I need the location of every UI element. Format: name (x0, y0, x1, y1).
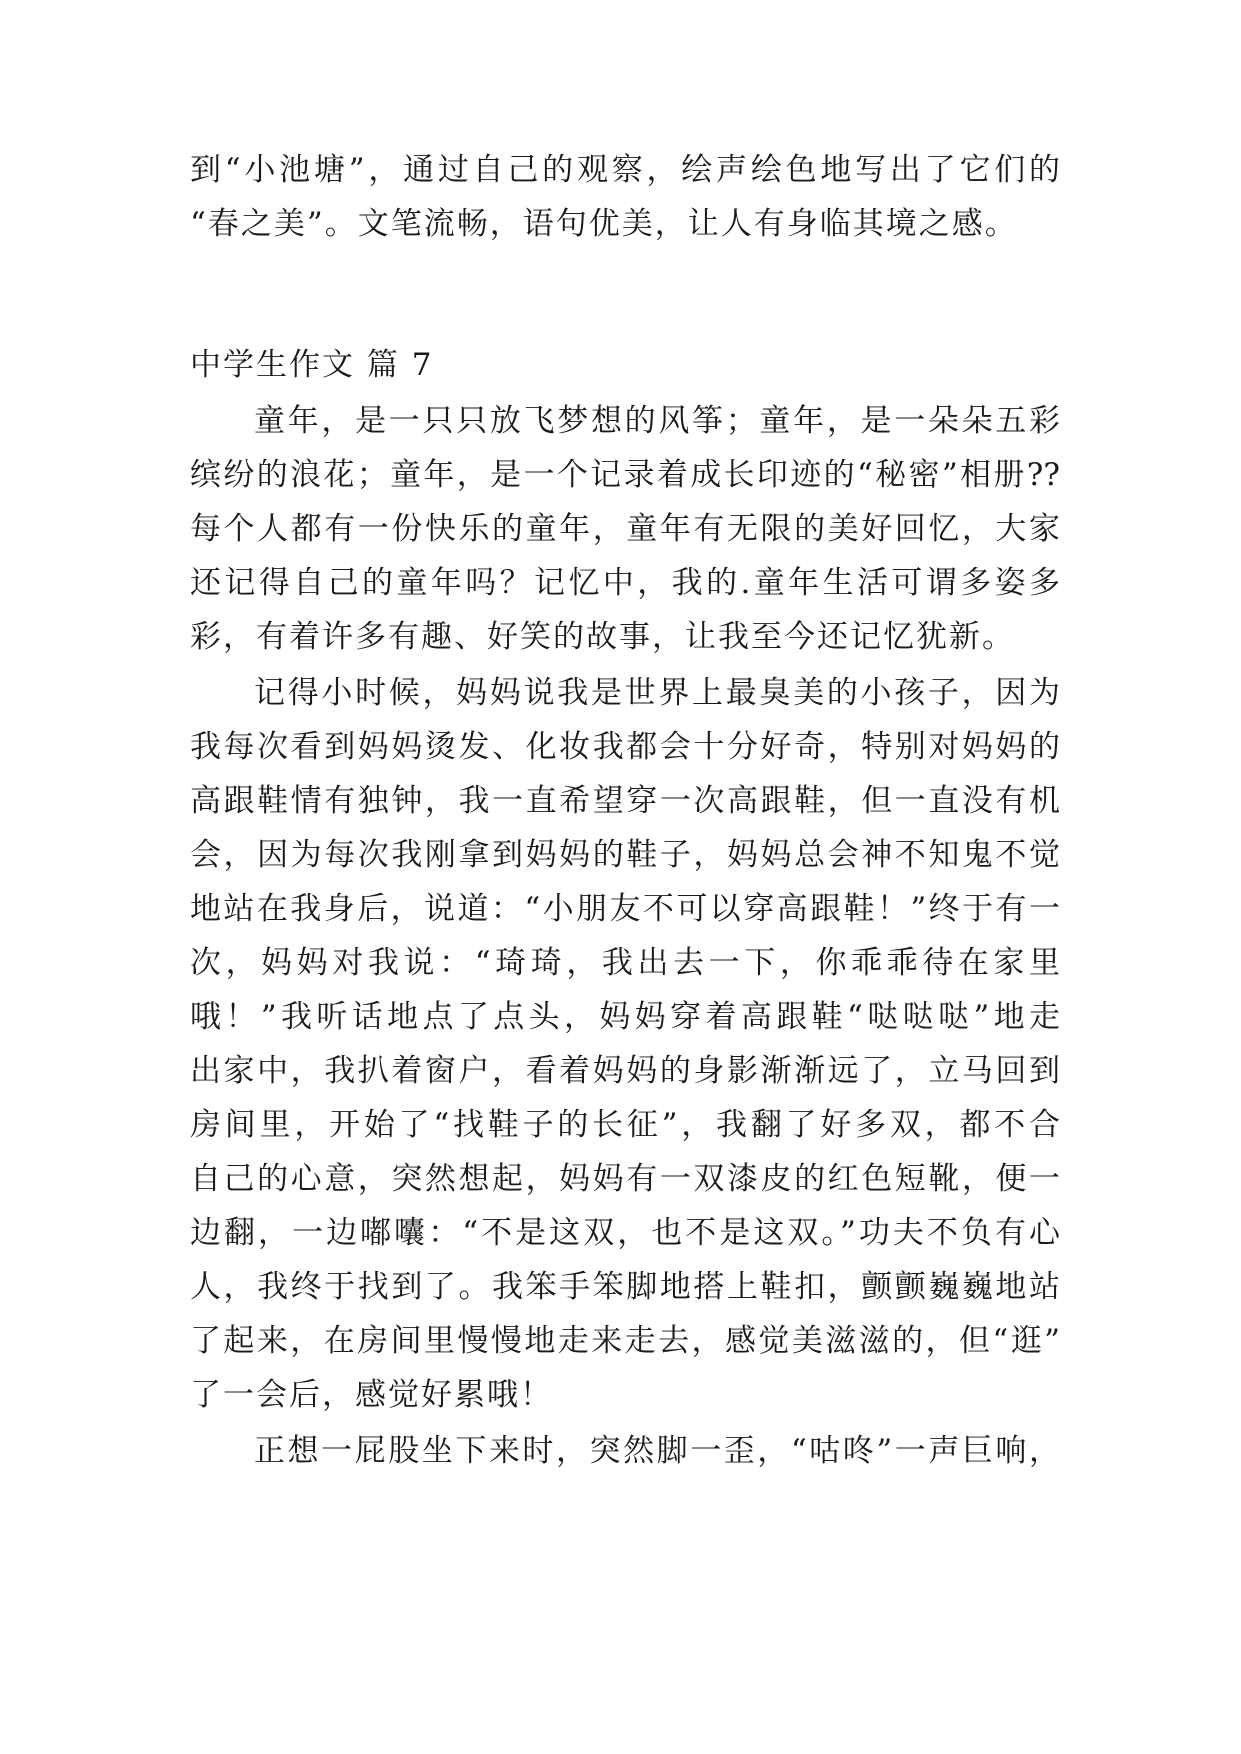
text-line: 出家中，我扒着窗户，看着妈妈的身影渐渐远了，立马回到 (190, 1053, 1060, 1089)
text-line: 地站在我身后，说道：“小朋友不可以穿高跟鞋！”终于有一 (190, 891, 1060, 927)
text-line: 彩，有着许多有趣、好笑的故事，让我至今还记忆犹新。 (190, 619, 1015, 655)
text-line: 会，因为每次我刚拿到妈妈的鞋子，妈妈总会神不知鬼不觉 (190, 837, 1060, 873)
text-line: 还记得自己的童年吗？记忆中，我的.童年生活可谓多姿多 (190, 565, 1060, 601)
text-line: 童年，是一只只放飞梦想的风筝；童年，是一朵朵五彩 (254, 403, 1060, 439)
text-line: 每个人都有一份快乐的童年，童年有无限的美好回忆，大家 (190, 511, 1060, 547)
text-line: 缤纷的浪花；童年，是一个记录着成长印迹的“秘密”相册?? (190, 457, 1060, 493)
text-line: 次，妈妈对我说：“琦琦，我出去一下，你乖乖待在家里 (190, 945, 1060, 981)
text-line: 到“小池塘”，通过自己的观察，绘声绘色地写出了它们的 (190, 152, 1060, 188)
text-line: “春之美”。文笔流畅，语句优美，让人有身临其境之感。 (190, 206, 1018, 242)
text-line: 自己的心意，突然想起，妈妈有一双漆皮的红色短靴，便一 (190, 1161, 1060, 1197)
text-line: 记得小时候，妈妈说我是世界上最臭美的小孩子，因为 (254, 675, 1060, 711)
text-line: 哦！”我听话地点了点头，妈妈穿着高跟鞋“哒哒哒”地走 (190, 999, 1060, 1035)
text-line: 边翻，一边嘟囔：“不是这双，也不是这双。”功夫不负有心 (190, 1215, 1060, 1251)
text-line: 正想一屁股坐下来时，突然脚一歪，“咕咚”一声巨响， (254, 1433, 1060, 1469)
section-heading: 中学生作文 篇 7 (190, 347, 434, 383)
text-line: 了起来，在房间里慢慢地走来走去，感觉美滋滋的，但“逛” (190, 1323, 1060, 1359)
text-line: 房间里，开始了“找鞋子的长征”，我翻了好多双，都不合 (190, 1107, 1060, 1143)
text-line: 了一会后，感觉好累哦！ (190, 1377, 553, 1413)
text-line: 高跟鞋情有独钟，我一直希望穿一次高跟鞋，但一直没有机 (190, 783, 1060, 819)
text-line: 我每次看到妈妈烫发、化妆我都会十分好奇，特别对妈妈的 (190, 729, 1060, 765)
text-line: 人，我终于找到了。我笨手笨脚地搭上鞋扣，颤颤巍巍地站 (190, 1269, 1060, 1305)
